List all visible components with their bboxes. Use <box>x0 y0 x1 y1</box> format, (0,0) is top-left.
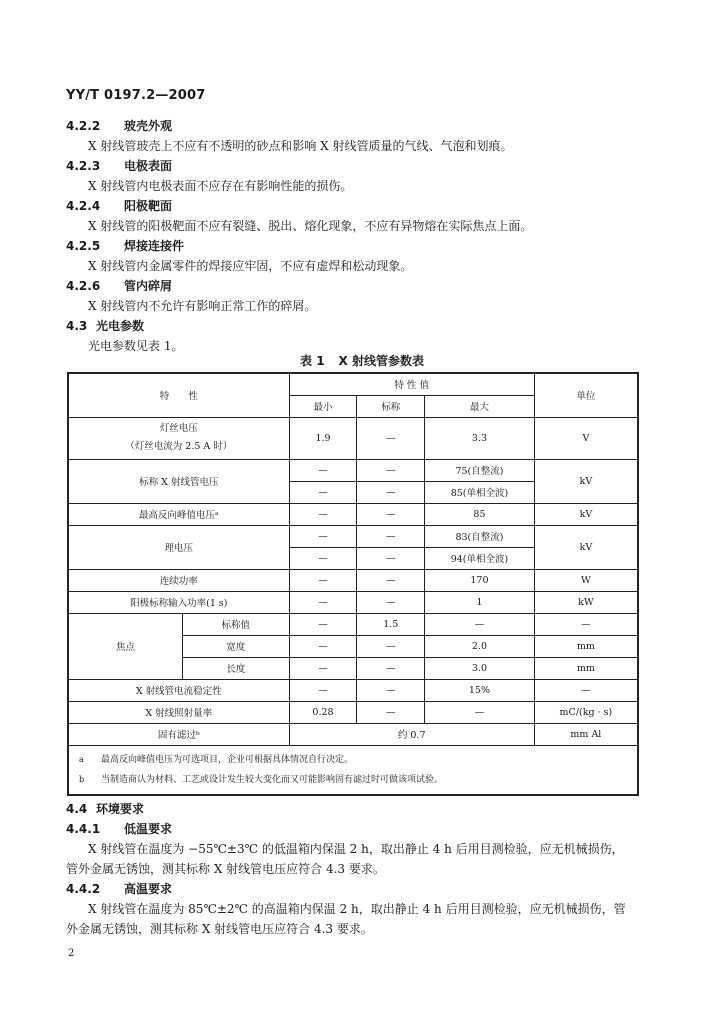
row-label: 固有滤过ᵇ <box>68 723 289 745</box>
section-body: X 射线管的阳极靶面不应有裂缝、脱出、熔化现象，不应有异物熔在实际焦点上面。 <box>88 219 533 233</box>
table-caption: 表 1 X 射线管参数表 <box>300 354 424 368</box>
section-body: X 射线管在温度为 85℃±2℃ 的高温箱内保温 2 h，取出静止 4 h 后用目测检验，应无机械损伤，管 <box>88 902 626 916</box>
header-unit: 单位 <box>534 373 638 417</box>
cell-min: — <box>289 547 357 569</box>
row-label: 阳极标称输入功率(1 s) <box>68 591 289 613</box>
cell-max: 170 <box>425 569 535 591</box>
cell-nominal: — <box>357 503 425 525</box>
section-heading: 4.4.2 高温要求 <box>66 882 173 896</box>
cell-unit: kV <box>534 503 638 525</box>
row-label: 灯丝电压 （灯丝电流为 2.5 A 时） <box>68 417 289 459</box>
cell-min: 0.28 <box>289 701 357 723</box>
section-heading: 4.2.5 焊接连接件 <box>66 239 185 253</box>
cell-unit: mm Al <box>534 723 638 745</box>
cell-unit: kV <box>534 525 638 569</box>
section-body: X 射线管在温度为 −55℃±3℃ 的低温箱内保温 2 h，取出静止 4 h 后用目测检验，应无机械损伤， <box>88 842 624 856</box>
cell-min: — <box>289 591 357 613</box>
section-body: 光电参数见表 1。 <box>88 339 184 353</box>
standard-code: YY/T 0197.2—2007 <box>66 88 206 103</box>
cell-unit: kW <box>534 591 638 613</box>
cell-min: — <box>289 525 357 547</box>
section-heading: 4.4.1 低温要求 <box>66 822 173 836</box>
cell-max: 94(单相全波) <box>425 547 535 569</box>
cell-max: 3.3 <box>425 417 535 459</box>
cell-max: 3.0 <box>425 657 535 679</box>
cell-unit: — <box>534 613 638 635</box>
table-notes <box>68 745 638 795</box>
section-heading: 4.2.6 管内碎屑 <box>66 279 173 293</box>
row-label: X 射线照射量率 <box>68 701 289 723</box>
row-label: X 射线管电流稳定性 <box>68 679 289 701</box>
cell-unit: mm <box>534 635 638 657</box>
section-body: 管外金属无锈蚀，测其标称 X 射线管电压应符合 4.3 要求。 <box>66 862 385 876</box>
cell-unit: V <box>534 417 638 459</box>
cell-nominal: — <box>357 679 425 701</box>
cell-min: — <box>289 503 357 525</box>
cell-value: 约 0.7 <box>289 723 534 745</box>
table-row <box>68 701 638 723</box>
cell-min: — <box>289 635 357 657</box>
cell-max: 1 <box>425 591 535 613</box>
cell-min: 1.9 <box>289 417 357 459</box>
section-heading: 4.2.4 阳极靶面 <box>66 199 173 213</box>
cell-nominal: — <box>357 635 425 657</box>
cell-min: — <box>289 657 357 679</box>
row-label: 焦点 <box>68 613 183 679</box>
row-sublabel: 宽度 <box>183 635 290 657</box>
table-row <box>68 569 638 591</box>
section-body: X 射线管内不允许有影响正常工作的碎屑。 <box>88 299 317 313</box>
section-body: X 射线管玻壳上不应有不透明的砂点和影响 X 射线管质量的气线、气泡和划痕。 <box>88 139 513 153</box>
header-characteristic: 特 性 <box>68 373 289 417</box>
cell-nominal: — <box>357 459 425 481</box>
table-row <box>68 459 638 481</box>
cell-max: 75(自整流) <box>425 459 535 481</box>
cell-max: 2.0 <box>425 635 535 657</box>
table-row <box>68 525 638 547</box>
cell-max: 15% <box>425 679 535 701</box>
section-body: X 射线管内电极表面不应存在有影响性能的损伤。 <box>88 179 353 193</box>
cell-min: — <box>289 613 357 635</box>
cell-min: — <box>289 481 357 503</box>
cell-unit: mm <box>534 657 638 679</box>
table-row <box>68 613 638 635</box>
table-row <box>68 417 638 459</box>
table-note: a 最高反向峰值电压为可选项目，企业可根据具体情况自行决定。 <box>79 754 354 765</box>
section-heading: 4.4 环境要求 <box>66 802 145 816</box>
table-note: b 当制造商认为材料、工艺或设计发生较大变化而又可能影响固有滤过时可做该项试验。 <box>79 774 444 785</box>
cell-nominal: — <box>357 701 425 723</box>
table-notes-row <box>68 745 638 795</box>
section-heading: 4.2.2 玻壳外观 <box>66 119 173 133</box>
cell-unit: W <box>534 569 638 591</box>
section-heading: 4.3 光电参数 <box>66 319 145 333</box>
cell-min: — <box>289 459 357 481</box>
table-row <box>68 503 638 525</box>
cell-max: 83(自整流) <box>425 525 535 547</box>
cell-max: 85 <box>425 503 535 525</box>
cell-nominal: — <box>357 547 425 569</box>
cell-min: — <box>289 569 357 591</box>
row-sublabel: 标称值 <box>183 613 290 635</box>
cell-nominal: — <box>357 417 425 459</box>
row-label: 最高反向峰值电压ᵃ <box>68 503 289 525</box>
cell-unit: kV <box>534 459 638 503</box>
cell-nominal: — <box>357 657 425 679</box>
header-min: 最小 <box>289 395 357 417</box>
parameter-table <box>67 372 639 796</box>
cell-nominal: — <box>357 591 425 613</box>
cell-nominal: 1.5 <box>357 613 425 635</box>
cell-nominal: — <box>357 525 425 547</box>
cell-nominal: — <box>357 569 425 591</box>
table-row <box>68 591 638 613</box>
row-label: 连续功率 <box>68 569 289 591</box>
cell-nominal: — <box>357 481 425 503</box>
section-body: X 射线管内金属零件的焊接应牢固，不应有虚焊和松动现象。 <box>88 259 413 273</box>
header-value-group: 特 性 值 <box>289 373 534 395</box>
row-label: 理电压 <box>68 525 289 569</box>
header-max: 最大 <box>425 395 535 417</box>
row-sublabel: 长度 <box>183 657 290 679</box>
cell-max: 85(单相全波) <box>425 481 535 503</box>
section-heading: 4.2.3 电极表面 <box>66 159 173 173</box>
header-nominal: 标称 <box>357 395 425 417</box>
section-body: 外金属无锈蚀，测其标称 X 射线管电压应符合 4.3 要求。 <box>66 922 373 936</box>
cell-unit: — <box>534 679 638 701</box>
cell-max: — <box>425 701 535 723</box>
cell-min: — <box>289 679 357 701</box>
row-label: 标称 X 射线管电压 <box>68 459 289 503</box>
table-row <box>68 723 638 745</box>
cell-max: — <box>425 613 535 635</box>
cell-unit: mC/(kg · s) <box>534 701 638 723</box>
page-number: 2 <box>68 948 75 959</box>
table-row <box>68 679 638 701</box>
